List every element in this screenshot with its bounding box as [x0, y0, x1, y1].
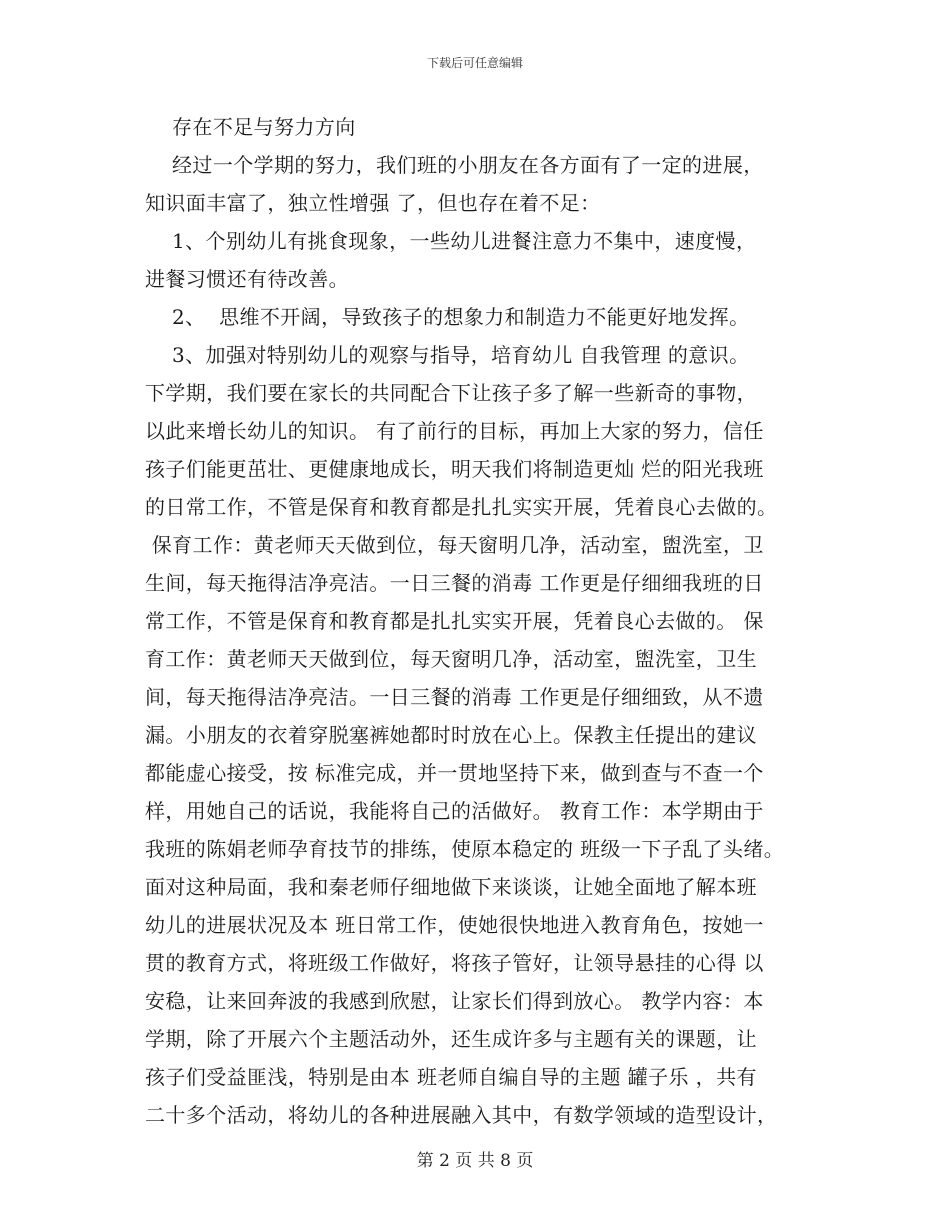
text-line: 二十多个活动，将幼儿的各种进展融入其中，有数学领域的造型设计， — [145, 1103, 778, 1127]
text-line: 经过一个学期的努力，我们班的小朋友在各方面有了一定的进展， — [145, 153, 764, 177]
text-line: 贯的教育方式，将班级工作做好，将孩子管好，让领导悬挂的心得 以 — [145, 951, 764, 975]
page-header: 下载后可任意编辑 — [426, 56, 523, 70]
text-line: 面对这种局面，我和秦老师仔细地做下来谈谈，让她全面地了解本班 — [145, 875, 757, 899]
text-line: 安稳，让来回奔波的我感到欣慰，让家长们得到放心。 教学内容：本 — [145, 989, 764, 1013]
text-line: 幼儿的进展状况及本 班日常工作，使她很快地进入教育角色，按她一 — [145, 913, 764, 937]
text-line: 生间，每天拖得洁净亮洁。一日三餐的消毒 工作更是仔细细我班的日 — [145, 571, 764, 595]
text-line: 常工作，不管是保育和教育都是扎扎实实开展，凭着良心去做的。 保 — [145, 609, 764, 633]
text-line: 都能虚心接受，按 标准完成，并一贯地坚持下来，做到查与不查一个 — [145, 761, 764, 785]
text-line: 以此来增长幼儿的知识。 有了前行的目标，再加上大家的努力，信任 — [145, 419, 764, 443]
text-line: 1、个别幼儿有挑食现象，一些幼儿进餐注意力不集中，速度慢， — [145, 229, 757, 253]
text-line: 孩子们能更茁壮、更健康地成长，明天我们将制造更灿 烂的阳光我班 — [145, 457, 764, 481]
document-body — [145, 108, 815, 1134]
text-line: 知识面丰富了，独立性增强 了，但也存在着不足： — [145, 191, 601, 215]
text-line: 育工作：黄老师天天做到位，每天窗明几净，活动室，盥洗室，卫生 — [145, 647, 757, 671]
text-line: 保育工作：黄老师天天做到位，每天窗明几净，活动室，盥洗室，卫 — [145, 533, 764, 557]
text-line: 下学期，我们要在家长的共同配合下让孩子多了解一些新奇的事物， — [145, 381, 757, 405]
text-line: 漏。小朋友的衣着穿脱塞裤她都时时放在心上。保教主任提出的建议 — [145, 723, 757, 747]
page-footer: 第 2 页 共 8 页 — [416, 1151, 534, 1171]
text-line: 学期，除了开展六个主题活动外，还生成许多与主题有关的课题，让 — [145, 1027, 757, 1051]
text-line: 间，每天拖得洁净亮洁。一日三餐的消毒 工作更是仔细细致，从不遗 — [145, 685, 764, 709]
text-line: 我班的陈娟老师孕育技节的排练，使原本稳定的 班级一下子乱了头绪。 — [145, 837, 785, 861]
text-line: 样，用她自己的话说，我能将自己的活做好。 教育工作：本学期由于 — [145, 799, 764, 823]
text-line: 的日常工作，不管是保育和教育都是扎扎实实开展，凭着良心去做的。 — [145, 495, 778, 519]
text-line: 孩子们受益匪浅，特别是由本 班老师自编自导的主题 罐子乐 ，共有 — [145, 1065, 757, 1089]
text-line: 进餐习惯还有待改善。 — [145, 267, 349, 291]
text-line: 存在不足与努力方向 — [145, 115, 356, 139]
text-line: 2、 思维不开阔，导致孩子的想象力和制造力不能更好地发挥。 — [145, 305, 750, 329]
text-line: 3、加强对特别幼儿的观察与指导，培育幼儿 自我管理 的意识。 — [145, 343, 750, 367]
